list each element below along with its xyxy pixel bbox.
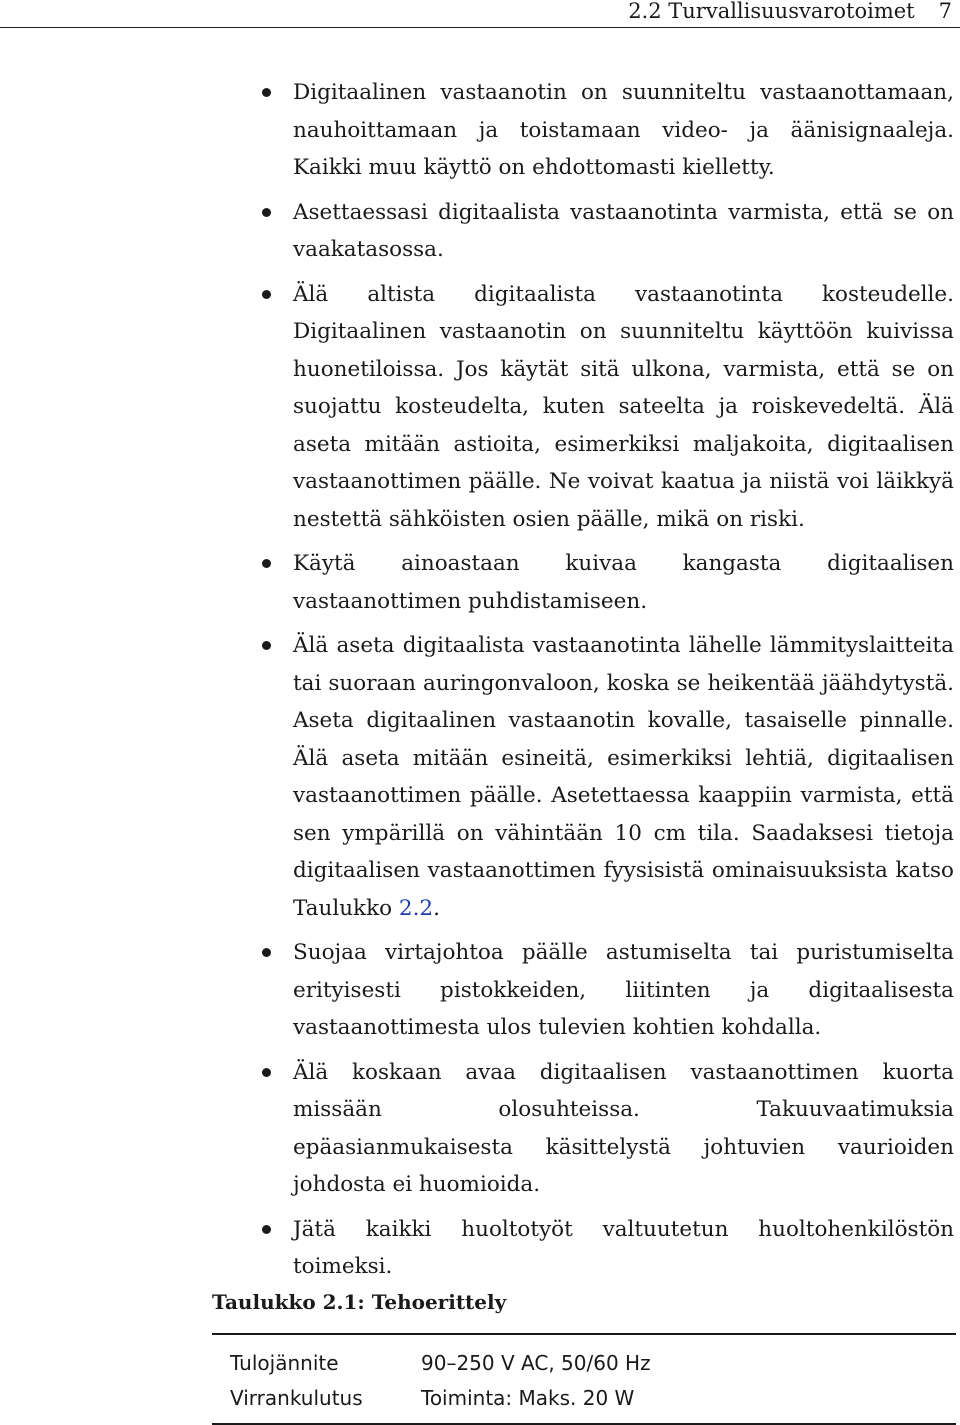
bullet-item	[262, 627, 954, 927]
bullet-text: Älä aseta digitaalista vastaanotinta lähelle lämmityslaitteita tai suoraan auringonvaloon, koska se heikentää jäähdytystä. Aseta digitaalinen vastaanotin kovalle, tasaiselle pinnalle. Älä aseta mitään esineitä, esimerkiksi lehtiä, digitaalisen vastaanottimen päälle. Asetettaessa kaappiin varmista, että sen ympärillä on vähintään 10 cm tila. Saadaksesi tietoja digitaalisen vastaanottimen fyysisistä ominaisuuksista katso Taulukko	[293, 633, 954, 921]
table-caption: Taulukko 2.1: Tehoerittely	[212, 1290, 507, 1314]
bullet-text: Jätä kaikki huoltotyöt valtuutetun huoltohenkilöstön toimeksi.	[293, 1216, 954, 1279]
header-rule	[0, 27, 960, 28]
bullet-text: Älä altista digitaalista vastaanotinta kosteudelle. Digitaalinen vastaanotin on suunniteltu käyttöön kuivissa huonetiloissa. Jos käytät sitä ulkona, varmista, että se on suojattu kosteudelta, kuten sateelta ja roiskevedeltä. Älä aseta mitään astioita, esimerkiksi maljakoita, digitaalisen vastaanottimen päälle. Ne voivat kaatua ja niistä voi läikkyä nestettä sähköisten osien päälle, mikä on riski.	[293, 281, 954, 532]
bullet-item	[262, 74, 954, 187]
bullet-text: Älä koskaan avaa digitaalisen vastaanottimen kuorta missään olosuhteissa. Takuuvaatimuksia epäasianmukaisesta käsittelystä johtuvien vaurioiden johdosta ei huomioida.	[293, 1059, 954, 1197]
running-header	[0, 0, 960, 30]
bullet-text: Digitaalinen vastaanotin on suunniteltu vastaanottamaan, nauhoittamaan ja toistamaan video- ja äänisignaaleja. Kaikki muu käyttö on ehdottomasti kielletty.	[293, 80, 954, 180]
bullet-text: Suojaa virtajohtoa päälle astumiselta tai puristumiselta erityisesti pistokkeiden, liitinten ja digitaalisesta vastaanottimesta ulos tulevien kohtien kohdalla.	[293, 940, 954, 1040]
table-cell-label: Virrankulutus	[230, 1385, 363, 1410]
bullet-icon	[262, 641, 271, 650]
power-spec-table	[212, 1333, 956, 1425]
safety-bullet-list	[262, 74, 954, 1286]
table-cell-value: Toiminta: Maks. 20 W	[421, 1385, 635, 1410]
page-number: 7	[938, 0, 952, 23]
bullet-text: Asettaessasi digitaalista vastaanotinta varmista, että se on vaakatasossa.	[293, 199, 954, 262]
table-cell-value: 90–250 V AC, 50/60 Hz	[421, 1350, 651, 1375]
bullet-item	[262, 934, 954, 1047]
table-body	[212, 1335, 956, 1423]
bullet-icon	[262, 88, 271, 97]
bullet-item	[262, 194, 954, 269]
bullet-item	[262, 1054, 954, 1204]
table-reference-link[interactable]: 2.2	[398, 895, 434, 921]
bullet-icon	[262, 559, 271, 568]
bullet-icon	[262, 1225, 271, 1234]
bullet-icon	[262, 208, 271, 217]
bullet-icon	[262, 948, 271, 957]
bullet-text-tail: .	[433, 895, 440, 921]
table-row	[212, 1380, 956, 1415]
table-row	[212, 1345, 956, 1380]
section-title: 2.2 Turvallisuusvarotoimet	[628, 0, 915, 23]
bullet-text: Käytä ainoastaan kuivaa kangasta digitaalisen vastaanottimen puhdistamiseen.	[293, 551, 954, 614]
header-text	[628, 0, 952, 23]
bullet-item	[262, 1211, 954, 1286]
bullet-item	[262, 545, 954, 620]
bullet-item	[262, 276, 954, 539]
table-cell-label: Tulojännite	[230, 1350, 339, 1375]
bullet-icon	[262, 1068, 271, 1077]
bullet-icon	[262, 290, 271, 299]
